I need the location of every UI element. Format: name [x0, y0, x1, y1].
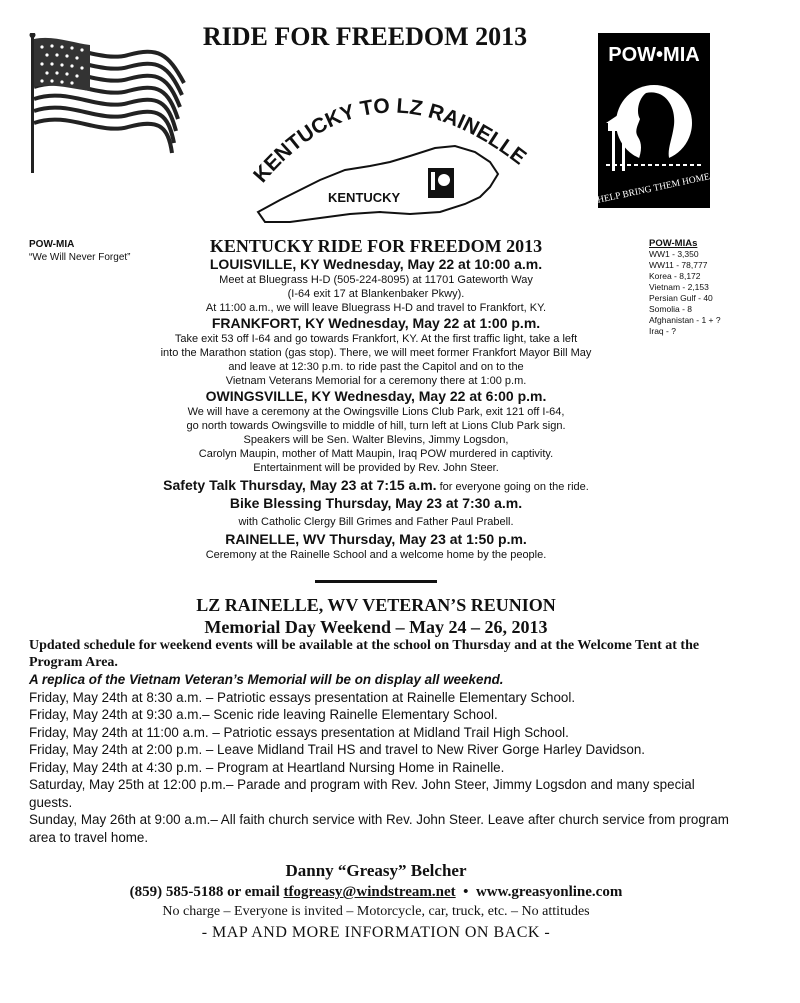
event-item: Friday, May 24th at 4:30 p.m. – Program at Heartland Nursing Home in Rainelle. — [29, 759, 505, 775]
contact-phone: (859) 585-5188 or email — [129, 884, 284, 900]
stat-item: Somolia - 8 — [649, 304, 692, 314]
event-item: Friday, May 24th at 9:30 a.m.– Scenic ride leaving Rainelle Elementary School. — [29, 707, 498, 722]
pow-logo-motto: HELP BRING THEM HOME — [598, 172, 710, 206]
pow-mia-stats-title: POW-MIAs — [649, 238, 698, 249]
event-item: Sunday, May 26th at 9:00 a.m.– All faith church service with Rev. John Steer. Leave after church service from program area to travel home. — [29, 812, 729, 845]
map-state-label: KENTUCKY — [328, 190, 401, 205]
contact-line — [0, 882, 752, 902]
pow-mia-note-title: POW-MIA — [29, 239, 75, 250]
memorial-replica-note: A replica of the Vietnam Veteran’s Memorial will be on display all weekend. — [29, 672, 504, 687]
contact-separator: • — [455, 884, 476, 900]
mini-pow-icon — [428, 168, 454, 198]
bike-blessing-heading: Bike Blessing Thursday, May 23 at 7:30 a.m. — [229, 495, 523, 511]
kentucky-map-logo — [240, 62, 530, 237]
website-link[interactable]: www.greasyonline.com — [475, 884, 623, 900]
frankfort-heading: FRANKFORT, KY Wednesday, May 22 at 1:00 p.m. — [211, 315, 541, 331]
frankfort-line: Vietnam Veterans Memorial for a ceremony there at 1:00 p.m. — [225, 375, 527, 387]
contact-email-link[interactable]: tfogreasy@windstream.net — [283, 884, 456, 900]
kentucky-ride-section — [150, 236, 602, 562]
pow-mia-logo — [598, 33, 710, 208]
owingsville-line: Entertainment will be provided by Rev. John Steer. — [253, 462, 499, 474]
stat-item: WW11 - 78,777 — [649, 260, 708, 270]
ky-ride-title: KENTUCKY RIDE FOR FREEDOM 2013 — [209, 236, 543, 256]
owingsville-heading: OWINGSVILLE, KY Wednesday, May 22 at 6:00 p.m. — [205, 388, 547, 404]
event-item: Friday, May 24th at 11:00 a.m. – Patriotic essays presentation at Midland Trail High School. — [29, 724, 569, 740]
stat-item: Vietnam - 2,153 — [649, 282, 709, 292]
page-title: RIDE FOR FREEDOM 2013 — [202, 22, 528, 51]
stat-item: Afghanistan - 1 + ? — [649, 315, 721, 325]
owingsville-line: go north towards Owingsville to middle of hill, turn left at Lions Club Park sign. — [186, 420, 566, 432]
lz-reunion-subtitle: Memorial Day Weekend – May 24 – 26, 2013 — [204, 617, 548, 637]
footer-tagline: No charge – Everyone is invited – Motorcycle, car, truck, etc. – No attitudes — [162, 904, 590, 919]
rainelle-line: Ceremony at the Rainelle School and a welcome home by the people. — [205, 549, 547, 561]
american-flag-image — [28, 33, 188, 173]
pow-mia-note-quote: “We Will Never Forget” — [29, 252, 131, 263]
louisville-line: At 11:00 a.m., we will leave Bluegrass H-D and travel to Frankfort, KY. — [205, 302, 547, 314]
contact-footer — [0, 860, 752, 945]
safety-talk-note: for everyone going on the ride. — [436, 481, 589, 493]
stat-item: Iraq - ? — [649, 326, 676, 336]
stat-item: Persian Gulf - 40 — [649, 293, 713, 303]
frankfort-line: and leave at 12:30 p.m. to ride past the Capitol and on to the — [228, 361, 524, 373]
pow-mia-stats — [649, 238, 759, 337]
event-item: Friday, May 24th at 2:00 p.m. – Leave Midland Trail HS and travel to New River Gorge Harley Davidson. — [29, 742, 645, 757]
louisville-line: (I-64 exit 17 at Blankenbaker Pkwy). — [287, 288, 465, 300]
section-divider — [315, 580, 437, 583]
owingsville-line: Speakers will be Sen. Walter Blevins, Jimmy Logsdon, — [243, 434, 509, 446]
owingsville-line: We will have a ceremony at the Owingsville Lions Club Park, exit 121 off I-64, — [187, 406, 565, 418]
frankfort-line: into the Marathon station (gas stop). There, we will meet former Frankfort Mayor Bill May — [160, 347, 592, 359]
louisville-line: Meet at Bluegrass H-D (505-224-8095) at 11701 Gateworth Way — [219, 274, 533, 286]
event-item: Friday, May 24th at 8:30 a.m. – Patriotic essays presentation at Rainelle Elementary School. — [29, 689, 576, 705]
event-item: Saturday, May 25th at 12:00 p.m.– Parade and program with Rev. John Steer, Jimmy Logsdon and many special guests. — [29, 777, 695, 810]
contact-name: Danny “Greasy” Belcher — [285, 861, 467, 880]
stat-item: WW1 - 3,350 — [649, 249, 699, 259]
stat-item: Korea - 8,172 — [649, 271, 701, 281]
owingsville-line: Carolyn Maupin, mother of Matt Maupin, Iraq POW murdered in captivity. — [198, 448, 554, 460]
louisville-heading: LOUISVILLE, KY Wednesday, May 22 at 10:00 a.m. — [209, 256, 543, 272]
back-page-note: - MAP AND MORE INFORMATION ON BACK - — [201, 924, 551, 941]
reunion-schedule — [29, 637, 729, 846]
schedule-notice: Updated schedule for weekend events will be available at the school on Thursday and at the Welcome Tent at the Program Area. — [29, 638, 700, 670]
frankfort-line: Take exit 53 off I-64 and go towards Frankfort, KY. At the first traffic light, take a left — [174, 333, 578, 345]
pow-logo-title: POW•MIA — [608, 44, 700, 66]
safety-talk-heading: Safety Talk Thursday, May 23 at 7:15 a.m. — [163, 477, 437, 493]
bike-blessing-line: with Catholic Clergy Bill Grimes and Father Paul Prabell. — [238, 516, 514, 528]
map-arc-text: KENTUCKY TO LZ RAINELLE — [249, 94, 530, 188]
lz-reunion-header — [0, 594, 752, 638]
rainelle-heading: RAINELLE, WV Thursday, May 23 at 1:50 p.m. — [225, 531, 527, 547]
lz-reunion-title: LZ RAINELLE, WV VETERAN’S REUNION — [196, 595, 556, 615]
